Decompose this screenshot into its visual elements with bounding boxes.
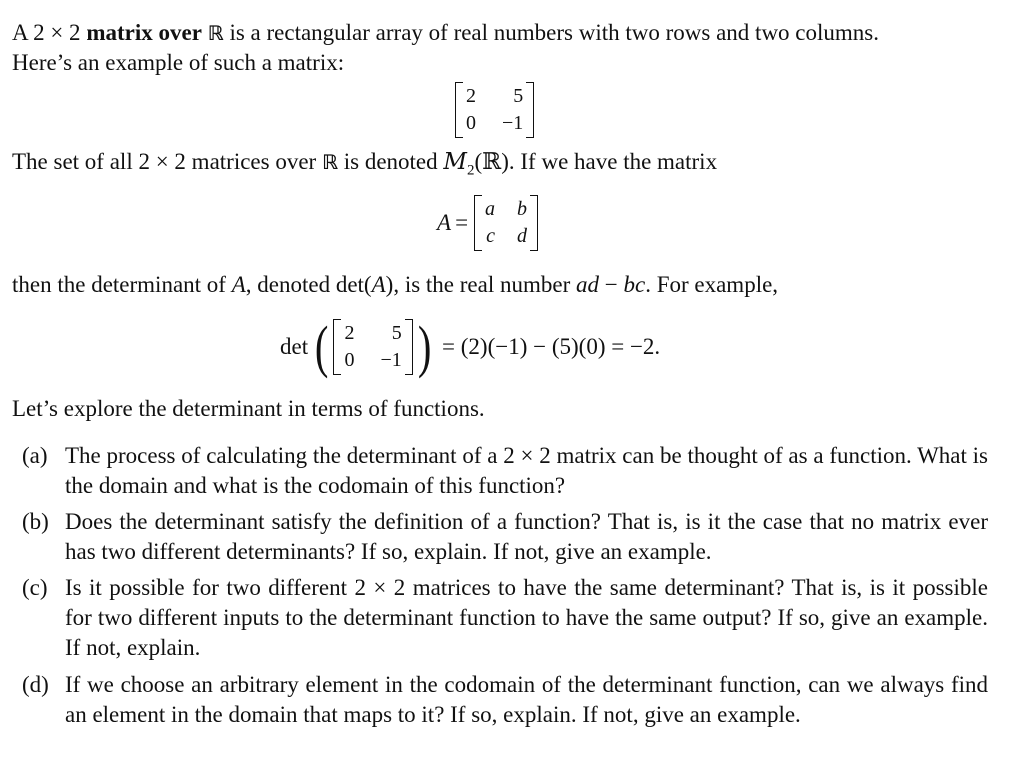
matrix-set-subscript: 2 [466,162,475,179]
example-matrix [455,82,534,138]
matrix-cell: a [485,198,496,220]
set-def-text: is denoted [343,149,438,174]
matrix-over-term: matrix over [86,20,202,45]
question-text: Does the determinant satisfy the definition of a function? That is, is it the case that no matrix ever has two different determinants? If so, explain. If not, give an example. [65,509,988,564]
det-def-text: , denoted det( [245,272,372,297]
matrix-a-name: A [437,210,452,235]
set-def-text: The set of all 2 × 2 matrices over [12,149,317,174]
intro-text-rest: is a rectangular array of real numbers with two rows and two columns. [229,20,879,45]
question-label: (c) [22,575,48,600]
matrix-a-name: A [371,272,386,297]
question-b [22,507,988,567]
matrix-a-definition [437,195,538,251]
matrix-cell: 0 [344,349,355,371]
matrix-cell: 0 [466,112,476,134]
det-operator: det [280,334,309,359]
question-label: (d) [22,672,49,697]
question-label: (a) [22,443,48,468]
intro-line-1 [12,18,879,48]
determinant-example: det ( 2 5 0 −1 ) = (2)(−1) − (5)(0) = −2. [280,314,661,379]
question-c [22,573,988,663]
math-bc: bc [623,272,646,297]
det-example-result: = (2)(−1) − (5)(0) = −2. [442,334,661,359]
det-def-text: then the determinant of [12,272,226,297]
question-text: Is it possible for two different 2 × 2 matrices to have the same determinant? That is, is it possible for two different inputs to the determinant function to have the same output? If so, give an example. If not, explain. [65,575,988,660]
det-def-text: ), is the real number [385,272,571,297]
question-a [22,441,988,501]
minus-sign: − [604,272,618,297]
set-definition-line [12,147,717,186]
intro-text: A 2 × 2 [12,20,81,45]
equals-sign: = [455,210,469,235]
matrix-cell: c [486,225,496,247]
set-def-text: (ℝ). If we have the matrix [474,149,718,174]
matrix-set-symbol: M [443,149,467,175]
determinant-definition-line [12,270,778,300]
matrix-cell: 2 [344,322,355,344]
matrix-cell: 5 [391,322,402,344]
question-label: (b) [22,509,49,534]
matrix-a-name: A [231,272,246,297]
matrix-cell: 5 [513,85,524,107]
matrix-cell: b [517,198,528,220]
matrix-cell: −1 [502,112,524,134]
question-text: The process of calculating the determinant of a 2 × 2 matrix can be thought of as a function. What is the domain and what is the codomain of this function? [65,443,988,498]
real-numbers-symbol: ℝ [321,150,338,174]
question-d [22,670,988,730]
matrix-cell: d [517,225,528,247]
intro-line-2: Here’s an example of such a matrix: [12,50,345,75]
math-ad: ad [575,272,599,297]
real-numbers-symbol: ℝ [207,21,224,45]
explore-line: Let’s explore the determinant in terms of functions. [12,396,485,421]
det-def-text: . For example, [645,272,779,297]
matrix-cell: 2 [466,85,476,107]
question-text: If we choose an arbitrary element in the codomain of the determinant function, can we always find an element in the domain that maps to it? If so, explain. If not, give an example. [65,672,988,727]
matrix-cell: −1 [380,349,402,371]
